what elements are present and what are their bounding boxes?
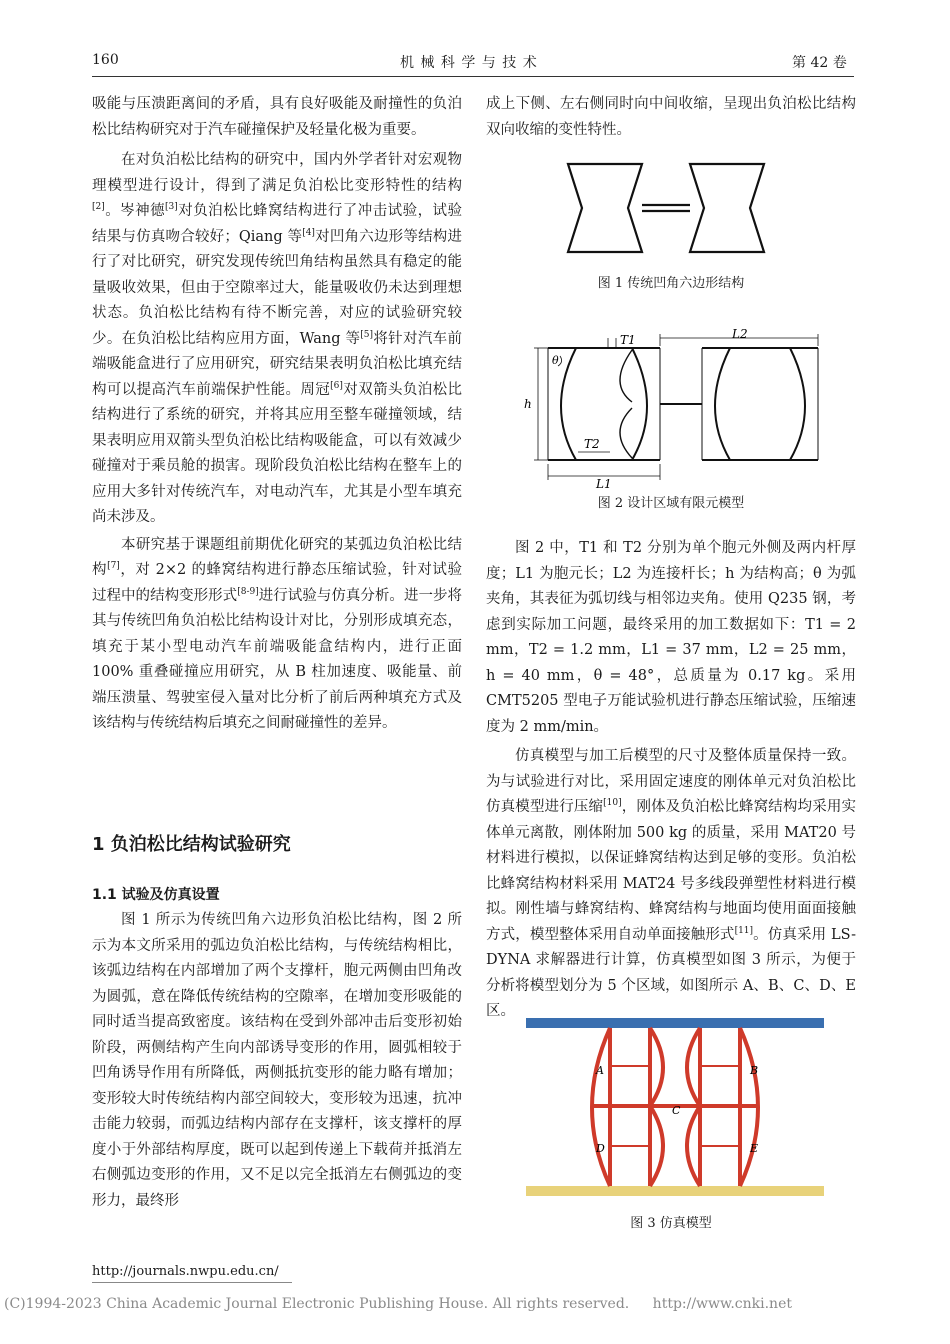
citation[interactable]: [8-9] bbox=[237, 586, 259, 597]
figure-1-reentrant-hexagon bbox=[566, 160, 766, 256]
fig3-label-C: C bbox=[672, 1104, 681, 1117]
citation[interactable]: [5] bbox=[360, 329, 374, 340]
fig3-label-A: A bbox=[596, 1064, 604, 1077]
page-number: 160 bbox=[92, 52, 119, 68]
section-heading-1-1: 1.1 试验及仿真设置 bbox=[92, 887, 220, 903]
right-column-top bbox=[486, 92, 856, 143]
citation[interactable]: [10] bbox=[603, 798, 622, 809]
left-paragraph-2: 在对负泊松比结构的研究中，国内外学者针对宏观物理模型进行设计，得到了满足负泊松比变形特性的结构[2]。岑神德[3]对负泊松比蜂窝结构进行了冲击试验，试验结果与仿真吻合较好；Qiang 等[4]对凹角六边形等结构进行了对比研究，研究发现传统凹角结构虽然具有稳定的能量吸收效果，但由于空隙率过大，能量吸收仍未达到理想状态。负泊松比结构有待不断完善，对应的试验研究较少。在负泊松比结构应用方面，Wang 等[5]将针对汽车前端吸能盒进行了应用研究，研究结果表明负泊松比填充结构可以提高汽车前端保护性能。周冠[6]对双箭头负泊松比结构进行了系统的研究，并将其应用至整车碰撞领域，结果表明应用双箭头型负泊松比结构吸能盒，可以有效减少碰撞对于乘员舱的损害。现阶段负泊松比结构在整车上的应用大多针对传统汽车，对电动汽车，尤其是小型车填充尚未涉及。 bbox=[92, 152, 463, 525]
fig2-label-T1: T1 bbox=[620, 333, 636, 347]
copyright-text: (C)1994-2023 China Academic Journal Electronic Publishing House. All rights reserved. bbox=[4, 1296, 630, 1312]
cnki-url[interactable]: http://www.cnki.net bbox=[652, 1296, 792, 1312]
fig2-label-L1: L1 bbox=[596, 477, 612, 490]
fig3-label-B: B bbox=[750, 1064, 759, 1077]
fig2-label-T2: T2 bbox=[584, 437, 600, 451]
fig3-label-D: D bbox=[596, 1142, 605, 1155]
fig3-label-E: E bbox=[750, 1142, 759, 1155]
figure-2-arc-model bbox=[520, 328, 840, 490]
citation[interactable]: [7] bbox=[107, 561, 120, 572]
left-paragraph-4: 图 1 所示为传统凹角六边形负泊松比结构，图 2 所示为本文所采用的弧边负泊松比结构，与传统结构相比，该弧边结构在内部增加了两个支撑杆，胞元两侧由凹角改为圆弧，意在降低传统结构的空隙率，在增加变形吸能的同时适当提高致密度。该结构在受到外部冲击后变形初始阶段，两侧结构产生向内部诱导变形的作用，圆弧相较于凹角诱导作用有所降低，两侧抵抗变形的能力略有增加；变形较大时传统结构内部空间较大，变形较为迅速，抗冲击能力较弱，而弧边结构内部存在支撑杆，该支撑杆的厚度小于外部结构厚度，既可以起到传递上下载荷并抵消左右侧弧边变形的作用，又不足以完全抵消左右侧弧边的变形力，最终形 bbox=[92, 912, 462, 1209]
volume-label: 第 42 卷 bbox=[792, 55, 847, 71]
citation[interactable]: [11] bbox=[734, 925, 754, 936]
fig2-label-theta: θ bbox=[552, 354, 559, 367]
left-paragraph-1: 吸能与压溃距离间的矛盾，具有良好吸能及耐撞性的负泊松比结构研究对于汽车碰撞保护及轻量化极为重要。 bbox=[92, 96, 462, 138]
figure-3-simulation-model bbox=[526, 1018, 824, 1198]
fig2-label-L2: L2 bbox=[732, 328, 748, 341]
citation[interactable]: [4] bbox=[302, 227, 315, 238]
footer-rule bbox=[92, 1282, 292, 1283]
section-heading-1: 1 负泊松比结构试验研究 bbox=[92, 834, 291, 855]
journal-title: 机 械 科 学 与 技 术 bbox=[400, 55, 538, 71]
header-rule bbox=[92, 76, 854, 77]
right-column-middle bbox=[486, 536, 856, 1025]
citation[interactable]: [6] bbox=[330, 380, 343, 391]
figure-2-caption: 图 2 设计区域有限元模型 bbox=[597, 496, 745, 511]
figure-1-caption: 图 1 传统凹角六边形结构 bbox=[597, 276, 745, 291]
citation[interactable]: [3] bbox=[165, 202, 178, 213]
right-paragraph-1: 成上下侧、左右侧同时向中间收缩，呈现出负泊松比结构双向收缩的变性特性。 bbox=[486, 96, 856, 138]
citation[interactable]: [2] bbox=[92, 202, 105, 213]
right-paragraph-2: 图 2 中，T1 和 T2 分别为单个胞元外侧及两内杆厚度；L1 为胞元长；L2 为连接杆长；h 为结构高；θ 为弧夹角，其表征为弧切线与相邻边夹角。使用 Q235 钢，考虑到实际加工问题，最终采用的加工数据如下：T1 = 2 mm，T2 = 1.2 mm，L1 = 37 mm，L2 = 25 mm，h = 40 mm，θ = 48°，总质量为 0.17 kg。采用 CMT5205 型电子万能试验机进行静态压缩试验，压缩速度为 2 mm/min。 bbox=[486, 540, 856, 735]
journal-url[interactable]: http://journals.nwpu.edu.cn/ bbox=[92, 1264, 279, 1279]
left-column-lower bbox=[92, 908, 462, 1214]
right-paragraph-3: 仿真模型与加工后模型的尺寸及整体质量保持一致。为与试验进行对比，采用固定速度的刚体单元对负泊松比仿真模型进行压缩[10]，刚体及负泊松比蜂窝结构均采用实体单元离散，刚体附加 500 kg 的质量，采用 MAT20 号材料进行模拟，以保证蜂窝结构达到足够的变形。负泊松比蜂窝结构材料采用 MAT24 号多线段弹塑性材料进行模拟。刚性墙与蜂窝结构、蜂窝结构与地面均使用面面接触方式，模型整体采用自动单面接触形式[11]。仿真采用 LS-DYNA 求解器进行计算，仿真模型如图 3 所示，为便于分析将模型划分为 5 个区域，如图所示 A、B、C、D、E 区。 bbox=[486, 748, 856, 1019]
left-paragraph-3: 本研究基于课题组前期优化研究的某弧边负泊松比结构[7]，对 2×2 的蜂窝结构进行静态压缩试验，针对试验过程中的结构变形形式[8-9]进行试验与仿真分析。进一步将其与传统凹角负泊松比结构设计对比，分别形成填充态，填充于某小型电动汽车前端吸能盒结构内，进行正面 100% 重叠碰撞应用研究，从 B 柱加速度、吸能量、前端压溃量、驾驶室侵入量对比分析了前后两种填充方式及该结构与传统结构后填充之间耐碰撞性的差异。 bbox=[92, 536, 463, 731]
figure-3-caption: 图 3 仿真模型 bbox=[630, 1216, 712, 1231]
left-column bbox=[92, 92, 462, 737]
fig2-label-h: h bbox=[524, 397, 532, 411]
